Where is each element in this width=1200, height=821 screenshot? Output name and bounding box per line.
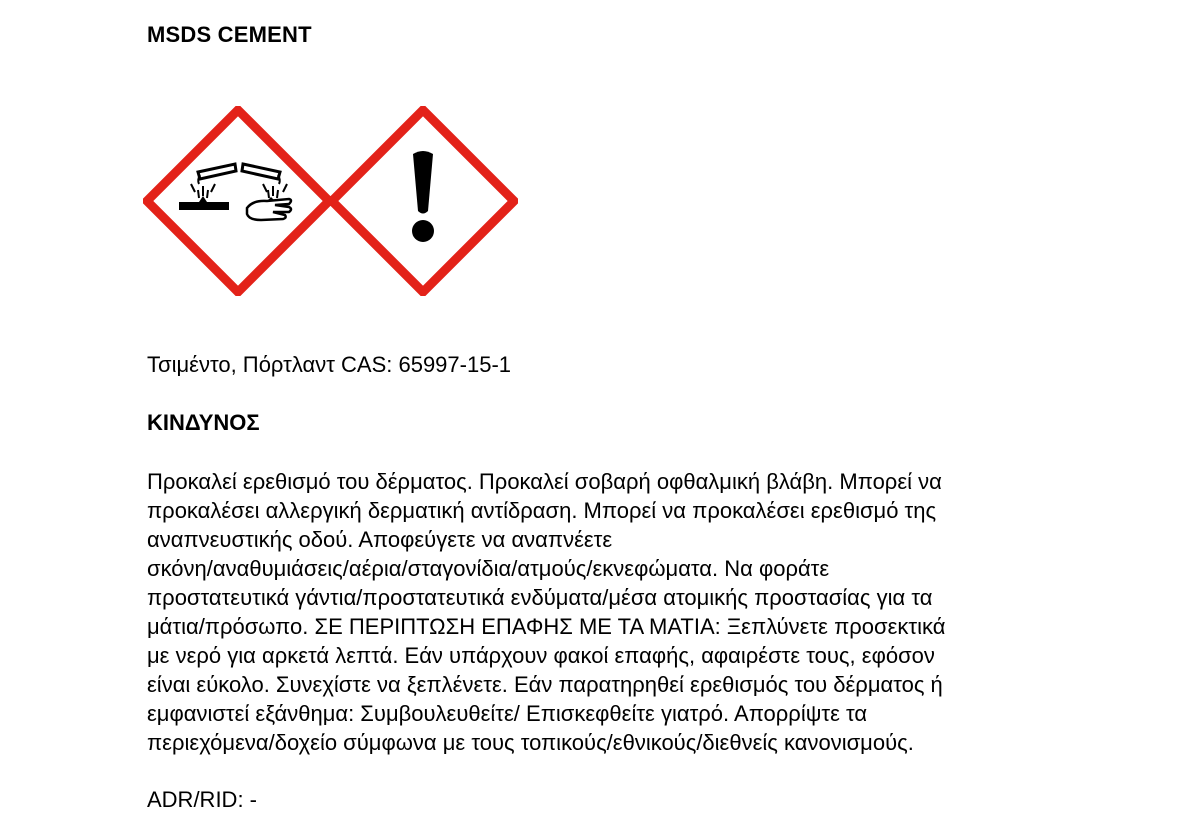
statement-line: σκόνη/αναθυμιάσεις/αέρια/σταγονίδια/ατμούς/εκνεφώματα. Να φοράτε bbox=[147, 556, 830, 581]
statement-line: προστατευτικά γάντια/προστατευτικά ενδύματα/μέσα ατομικής προστασίας για τα bbox=[147, 585, 933, 610]
exclamation-mark-icon bbox=[328, 106, 518, 296]
ghs-pictograms bbox=[143, 106, 523, 296]
product-identifier: Τσιμέντο, Πόρτλαντ CAS: 65997-15-1 bbox=[147, 352, 512, 377]
statement-line: είναι εύκολο. Συνεχίστε να ξεπλένετε. Εάν παρατηρηθεί ερεθισμός του δέρματος ή bbox=[147, 672, 943, 697]
corrosion-icon bbox=[143, 106, 333, 296]
signal-word: ΚΙΝΔΥΝΟΣ bbox=[147, 410, 260, 435]
statement-line: μάτια/πρόσωπο. ΣΕ ΠΕΡΙΠΤΩΣΗ ΕΠΑΦΗΣ ΜΕ ΤΑ ΜΑΤΙΑ: Ξεπλύνετε προσεκτικά bbox=[147, 614, 946, 639]
hazard-precaution-statements bbox=[147, 467, 1067, 757]
statement-line: αναπνευστικής οδού. Αποφεύγετε να αναπνέετε bbox=[147, 527, 613, 552]
document-title: MSDS CEMENT bbox=[147, 22, 312, 47]
statement-line: εμφανιστεί εξάνθημα: Συμβουλευθείτε/ Επισκεφθείτε γιατρό. Απορρίψτε τα bbox=[147, 701, 868, 726]
statement-line: περιεχόμενα/δοχείο σύμφωνα με τους τοπικούς/εθνικούς/διεθνείς κανονισμούς. bbox=[147, 730, 914, 755]
statement-line: με νερό για αρκετά λεπτά. Εάν υπάρχουν φακοί επαφής, αφαιρέστε τους, εφόσον bbox=[147, 643, 935, 668]
statement-line: Προκαλεί ερεθισμό του δέρματος. Προκαλεί σοβαρή οφθαλμική βλάβη. Μπορεί να bbox=[147, 469, 942, 494]
adr-rid-classification: ADR/RID: - bbox=[147, 787, 257, 812]
statement-line: προκαλέσει αλλεργική δερματική αντίδραση. Μπορεί να προκαλέσει ερεθισμό της bbox=[147, 498, 937, 523]
